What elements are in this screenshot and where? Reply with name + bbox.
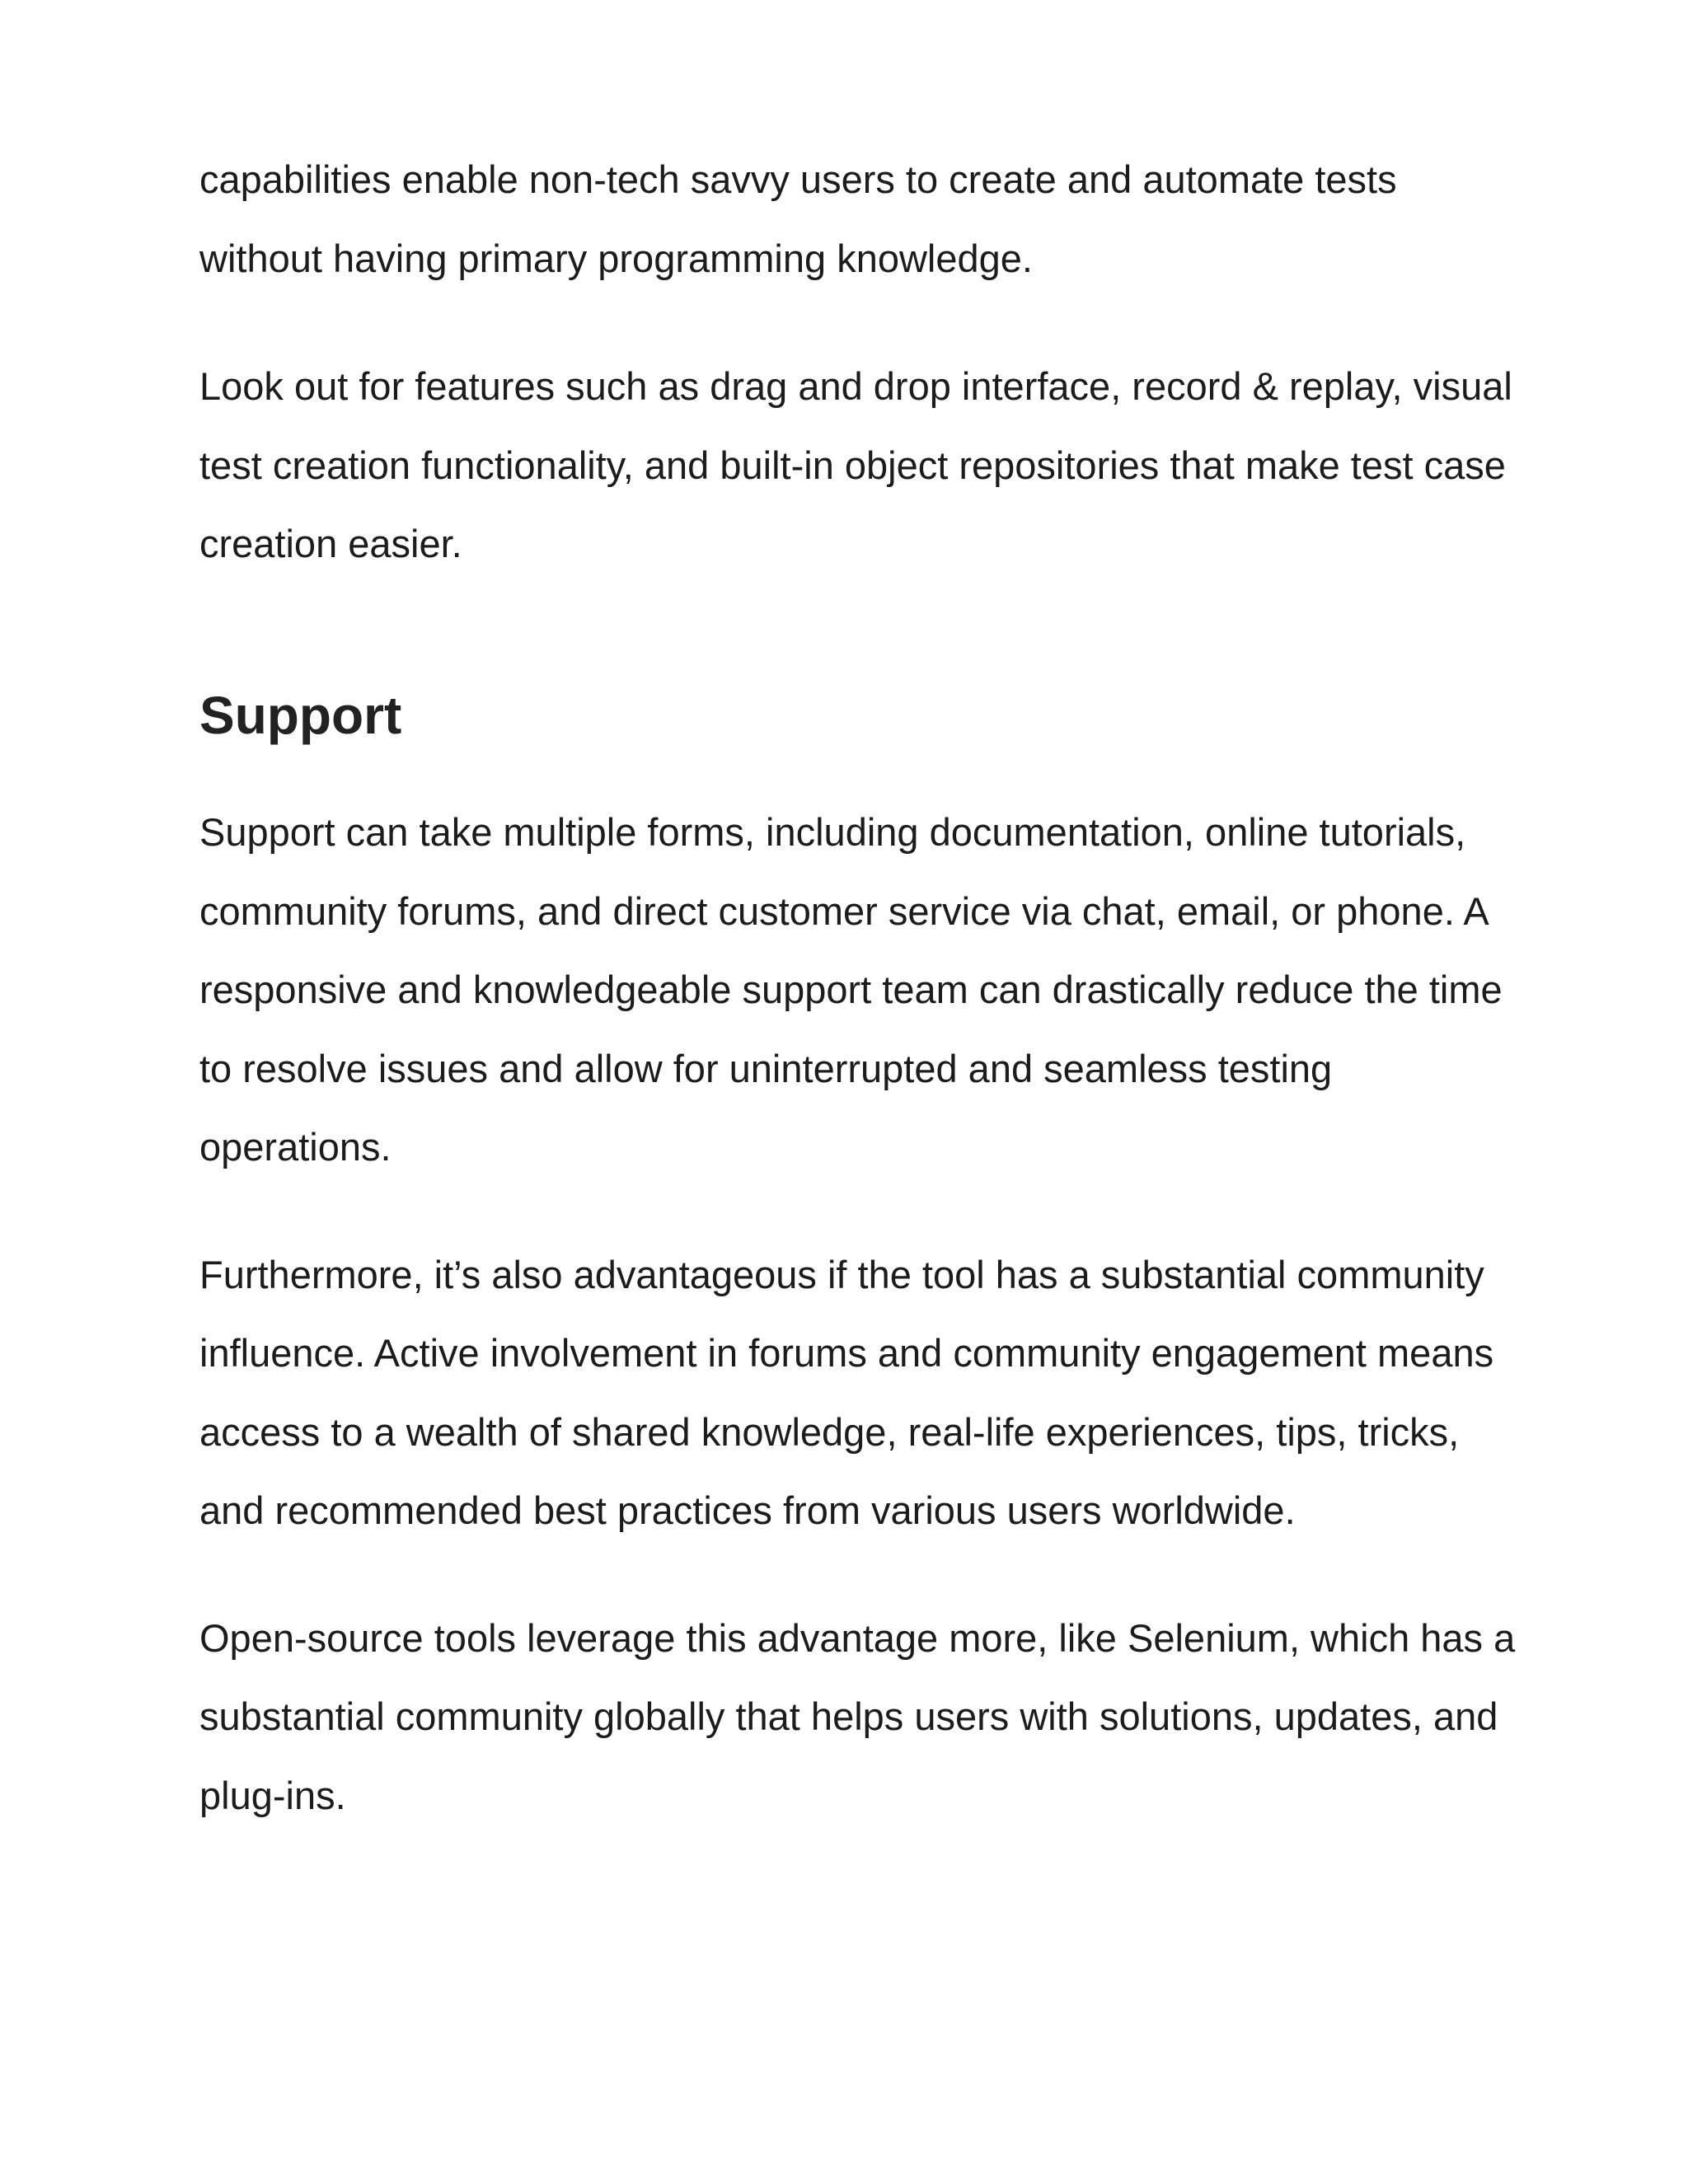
paragraph-open-source: Open-source tools leverage this advantage more, like Selenium, which has a substantial community globally that helps users with solutions, updates, and plug-ins.: [199, 1615, 1516, 1817]
paragraph-capabilities: capabilities enable non-tech savvy users to create and automate tests without having primary programming knowledge.: [199, 157, 1397, 280]
paragraph-features: Look out for features such as drag and drop interface, record & replay, visual test creation functionality, and built-in object repositories that make test case creation easier.: [199, 364, 1512, 565]
paragraph-support-forms: Support can take multiple forms, including documentation, online tutorials, community forums, and direct customer service via chat, email, or phone. A responsive and knowledgeable support team can drastically reduce the time to resolve issues and allow for uninterrupted and seamless testing operations.: [199, 810, 1503, 1169]
paragraph-community-influence: Furthermore, it’s also advantageous if the tool has a substantial community influence. Active involvement in forums and community engagement means access to a wealth of shared knowledge, real-life experiences, tips, tricks, and recommended best practices from various users worldwide.: [199, 1252, 1494, 1533]
document-page: [199, 140, 1518, 1835]
section-heading-support: Support: [199, 685, 402, 745]
